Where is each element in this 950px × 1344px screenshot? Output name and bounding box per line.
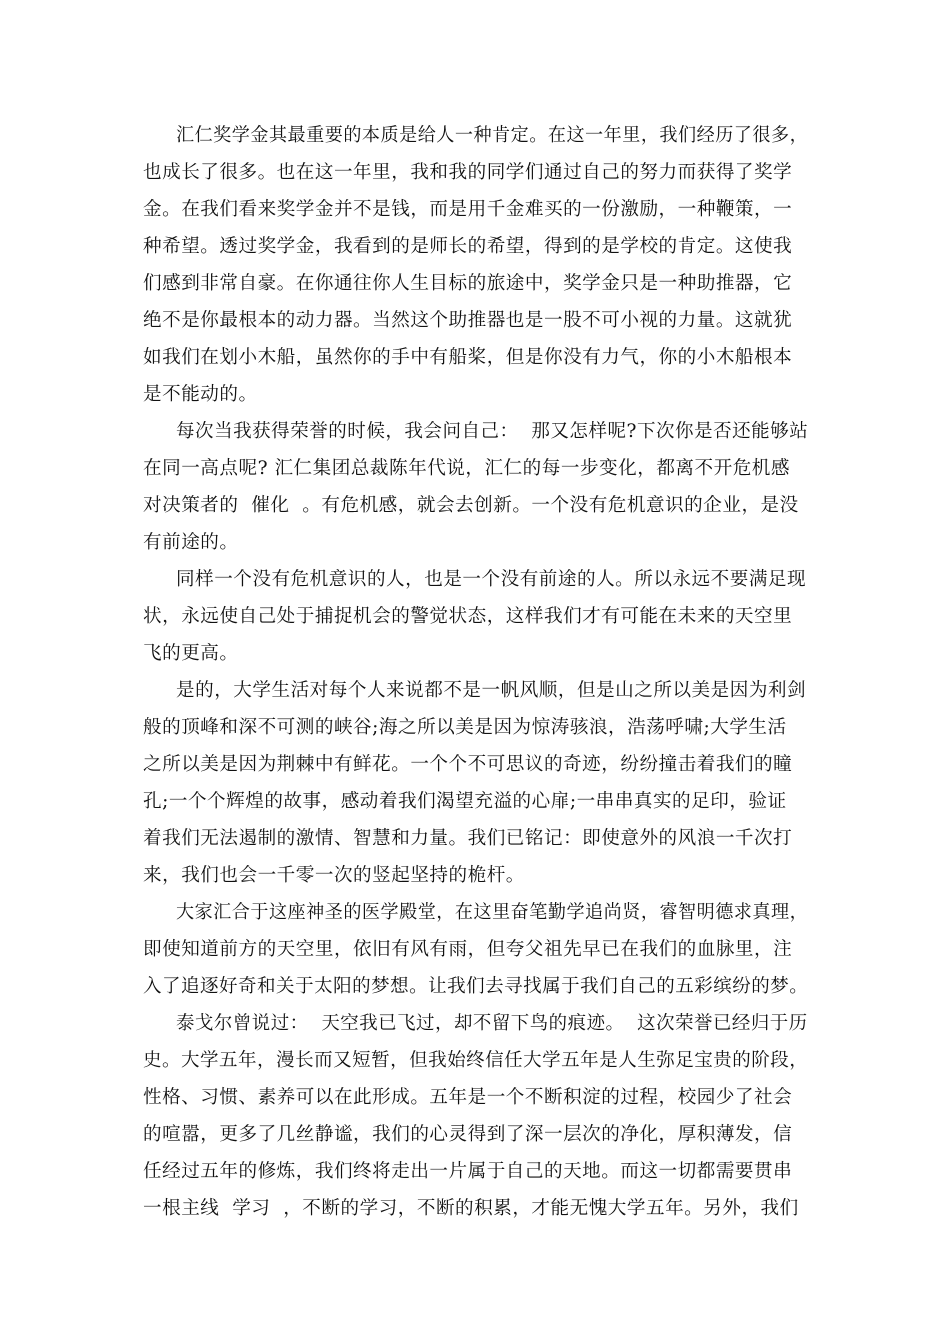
text-line — [0, 563, 950, 597]
line-text: 泰戈尔曾说过： 天空我已飞过，却不留下鸟的痕迹。 这次荣誉已经归于历 — [176, 1013, 808, 1034]
line-text: 在同一高点呢? 汇仁集团总裁陈年代说，汇仁的每一步变化，都离不开危机感 — [143, 458, 790, 479]
line-text: 是不能动的。 — [143, 384, 258, 405]
text-line — [0, 156, 950, 190]
text-line — [0, 822, 950, 856]
text-line — [0, 1155, 950, 1189]
text-line — [0, 415, 950, 449]
line-text: 种希望。透过奖学金，我看到的是师长的希望，得到的是学校的肯定。这使我 — [143, 236, 793, 257]
text-line — [0, 748, 950, 782]
text-line — [0, 1118, 950, 1152]
line-text: 状，永远使自己处于捕捉机会的警觉状态，这样我们才有可能在未来的天空里 — [143, 606, 793, 627]
text-line — [0, 859, 950, 893]
line-text: 着我们无法遏制的激情、智慧和力量。我们已铭记：即使意外的风浪一千次打 — [143, 828, 793, 849]
line-text: 是的，大学生活对每个人来说都不是一帆风顺，但是山之所以美是因为利剑 — [176, 680, 807, 701]
text-line — [0, 452, 950, 486]
line-text: 金。在我们看来奖学金并不是钱，而是用千金难买的一份激励，一种鞭策，一 — [143, 199, 793, 220]
line-text: 之所以美是因为荆棘中有鲜花。一个个不可思议的奇迹，纷纷撞击着我们的瞳 — [143, 754, 793, 775]
text-line — [0, 341, 950, 375]
text-line — [0, 933, 950, 967]
text-line — [0, 489, 950, 523]
line-text: 绝不是你最根本的动力器。当然这个助推器也是一股不可小视的力量。这就犹 — [143, 310, 793, 331]
line-text: 有前途的。 — [143, 532, 239, 553]
line-text: 性格、习惯、素养可以在此形成。五年是一个不断积淀的过程，校园少了社会 — [143, 1087, 793, 1108]
text-line — [0, 1192, 950, 1226]
line-text: 的喧嚣，更多了几丝静谧，我们的心灵得到了深一层次的净化，厚积薄发，信 — [143, 1124, 793, 1145]
text-line — [0, 1007, 950, 1041]
text-line — [0, 378, 950, 412]
line-text: 大家汇合于这座神圣的医学殿堂，在这里奋笔勤学追尚贤，睿智明德求真理， — [176, 902, 809, 923]
line-text: 对决策者的 催化 。有危机感，就会去创新。一个没有危机意识的企业，是没 — [143, 495, 799, 516]
text-line — [0, 785, 950, 819]
line-text: 来，我们也会一千零一次的竖起坚持的桅杆。 — [143, 865, 525, 886]
line-text: 即使知道前方的天空里，依旧有风有雨，但夸父祖先早已在我们的血脉里，注 — [143, 939, 793, 960]
line-text: 一根主线 学习 ，不断的学习，不断的积累，才能无愧大学五年。另外，我们 — [143, 1198, 799, 1219]
text-line — [0, 637, 950, 671]
line-text: 孔;一个个辉煌的故事，感动着我们渴望充溢的心扉;一串串真实的足印，验证 — [143, 791, 787, 812]
line-text: 同样一个没有危机意识的人，也是一个没有前途的人。所以永远不要满足现 — [176, 569, 807, 590]
line-text: 也成长了很多。也在这一年里，我和我的同学们通过自己的努力而获得了奖学 — [143, 162, 793, 183]
text-line — [0, 193, 950, 227]
text-line — [0, 600, 950, 634]
text-line — [0, 267, 950, 301]
text-line — [0, 1044, 950, 1078]
text-line — [0, 119, 950, 153]
line-text: 入了追逐好奇和关于太阳的梦想。让我们去寻找属于我们自己的五彩缤纷的梦。 — [143, 976, 809, 997]
text-line — [0, 526, 950, 560]
line-text: 们感到非常自豪。在你通往你人生目标的旅途中，奖学金只是一种助推器，它 — [143, 273, 793, 294]
text-line — [0, 970, 950, 1004]
text-line — [0, 230, 950, 264]
line-text: 般的顶峰和深不可测的峡谷;海之所以美是因为惊涛骇浪，浩荡呼啸;大学生活 — [143, 717, 787, 738]
line-text: 汇仁奖学金其最重要的本质是给人一种肯定。在这一年里，我们经历了很多， — [176, 125, 809, 146]
text-line — [0, 711, 950, 745]
line-text: 史。大学五年，漫长而又短暂，但我始终信任大学五年是人生弥足宝贵的阶段， — [143, 1050, 809, 1071]
line-text: 飞的更高。 — [143, 643, 239, 664]
text-line — [0, 1081, 950, 1115]
line-text: 每次当我获得荣誉的时候，我会问自己： 那又怎样呢?下次你是否还能够站 — [176, 421, 809, 442]
text-line — [0, 896, 950, 930]
line-text: 任经过五年的修炼，我们终将走出一片属于自己的天地。而这一切都需要贯串 — [143, 1161, 793, 1182]
text-line — [0, 674, 950, 708]
line-text: 如我们在划小木船，虽然你的手中有船桨，但是你没有力气，你的小木船根本 — [143, 347, 793, 368]
text-line — [0, 304, 950, 338]
